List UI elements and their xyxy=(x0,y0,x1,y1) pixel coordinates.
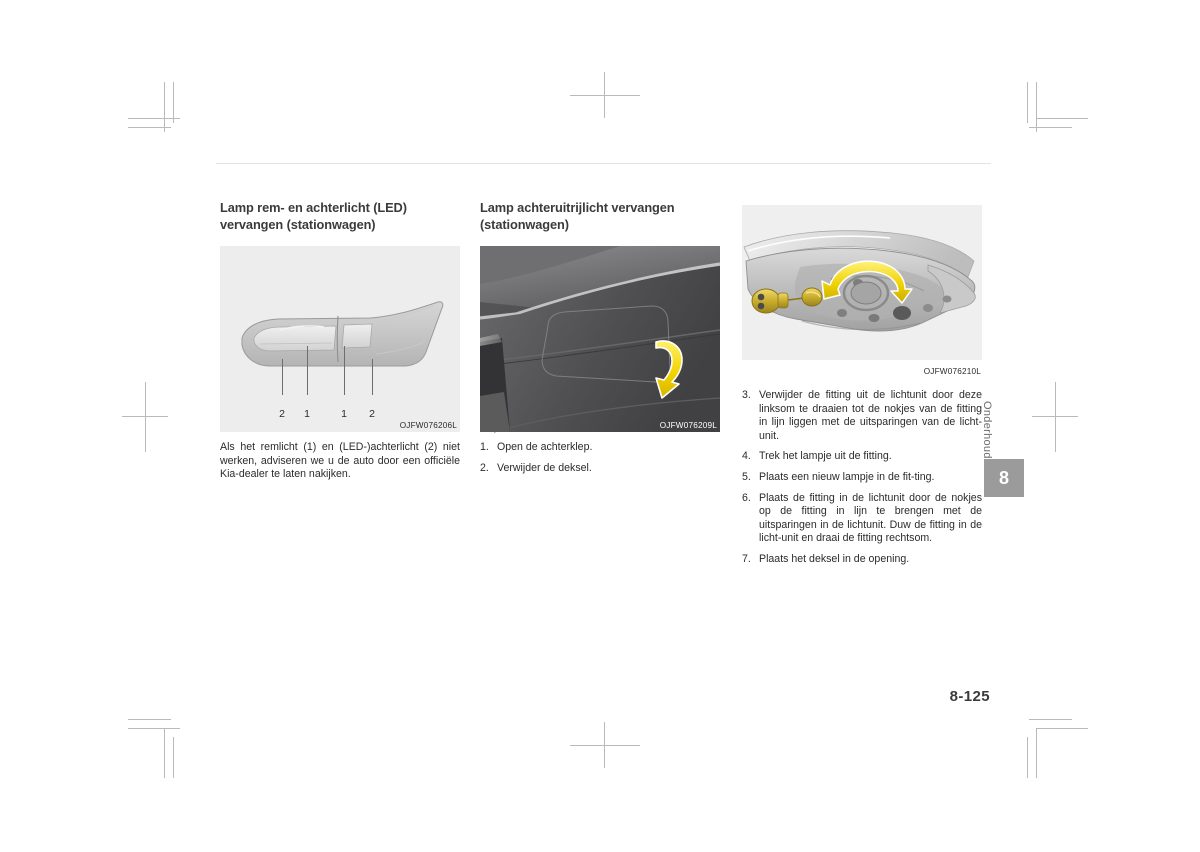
list-item xyxy=(742,471,982,485)
list-item xyxy=(480,462,720,476)
step-text: Plaats een nieuw lampje in de fit-ting. xyxy=(759,470,935,483)
step-number: 2. xyxy=(480,461,489,474)
figure-caption-tail-lamp: OJFW076206L xyxy=(399,421,457,430)
chapter-tab-number: 8 xyxy=(984,459,1024,497)
callout-2-right: 2 xyxy=(369,408,375,420)
callout-2-left: 2 xyxy=(279,408,285,420)
step-number: 4. xyxy=(742,450,751,463)
chapter-side-label: Onderhoud xyxy=(981,401,993,459)
column-reverse-lamp xyxy=(480,199,720,475)
step-text: Verwijder de deksel. xyxy=(497,461,592,474)
registration-mark-bottom-center xyxy=(570,722,640,768)
page-title-reverse-lamp: Lamp achteruitrijlicht vervangen (stationwagen) xyxy=(480,200,675,232)
list-item xyxy=(480,441,720,455)
column-brake-tail-lamp xyxy=(220,199,460,492)
figure-caption-lamp-unit: OJFW076210L xyxy=(923,367,981,376)
leader-line-2-right xyxy=(372,359,373,395)
step-number: 6. xyxy=(742,491,751,504)
callout-1-right: 1 xyxy=(341,408,347,420)
step-number: 7. xyxy=(742,552,751,565)
column-lamp-unit-steps xyxy=(742,205,982,567)
leader-line-1-right xyxy=(344,346,345,395)
figure-tail-lamp-diagram xyxy=(220,246,460,432)
registration-mark-top-center xyxy=(570,72,640,118)
tail-lamp-illustration xyxy=(220,246,460,432)
step-number: 1. xyxy=(480,441,489,453)
step-text: Trek het lampje uit de fitting. xyxy=(759,450,892,463)
figure-caption-trim-panel: OJFW076209L xyxy=(659,421,717,430)
callout-1-left: 1 xyxy=(304,408,310,420)
step-number: 5. xyxy=(742,470,751,483)
crop-mark-top-left xyxy=(128,82,180,132)
steps-reverse-lamp xyxy=(480,441,720,475)
list-item xyxy=(742,492,982,546)
steps-lamp-unit xyxy=(742,389,982,567)
step-text: Open de achterklep. xyxy=(497,441,593,453)
body-text-brake-tail-lamp: Als het remlicht (1) en (LED-)achterlicht (2) niet werken, adviseren we u de auto door een officiële Kia-dealer te laten nakijken. xyxy=(220,441,460,481)
crop-mark-bottom-left xyxy=(128,718,180,768)
step-text: Plaats de fitting in de lichtunit door de nokjes op de fitting in lijn te brengen met de uitsparingen in de lichtunit. Duw de fitting in de licht-unit en draai de fitting rechtsom. xyxy=(759,491,982,545)
crop-mark-top-right xyxy=(1020,82,1072,132)
leader-line-1-left xyxy=(307,346,308,395)
figure-trim-panel-cover xyxy=(480,246,720,432)
list-item xyxy=(742,389,982,443)
list-item xyxy=(742,450,982,464)
trim-panel-illustration xyxy=(480,246,720,432)
leader-line-2-left xyxy=(282,359,283,395)
page-title-brake-tail-lamp: Lamp rem- en achterlicht (LED) vervangen (stationwagen) xyxy=(220,200,407,232)
registration-mark-right-center xyxy=(1032,382,1078,452)
page-number: 8-125 xyxy=(949,688,990,705)
header-rule xyxy=(216,163,991,164)
step-text: Plaats het deksel in de opening. xyxy=(759,552,910,565)
lamp-unit-illustration xyxy=(742,205,982,360)
registration-mark-left-center xyxy=(122,382,168,452)
figure-lamp-unit-socket xyxy=(742,205,982,376)
list-item xyxy=(742,553,982,567)
crop-mark-bottom-right xyxy=(1020,718,1072,768)
step-number: 3. xyxy=(742,389,751,401)
step-text: Verwijder de fitting uit de lichtunit door deze linksom te draaien tot de nokjes van de fitting in lijn liggen met de uitsparingen van de licht-unit. xyxy=(759,389,982,442)
